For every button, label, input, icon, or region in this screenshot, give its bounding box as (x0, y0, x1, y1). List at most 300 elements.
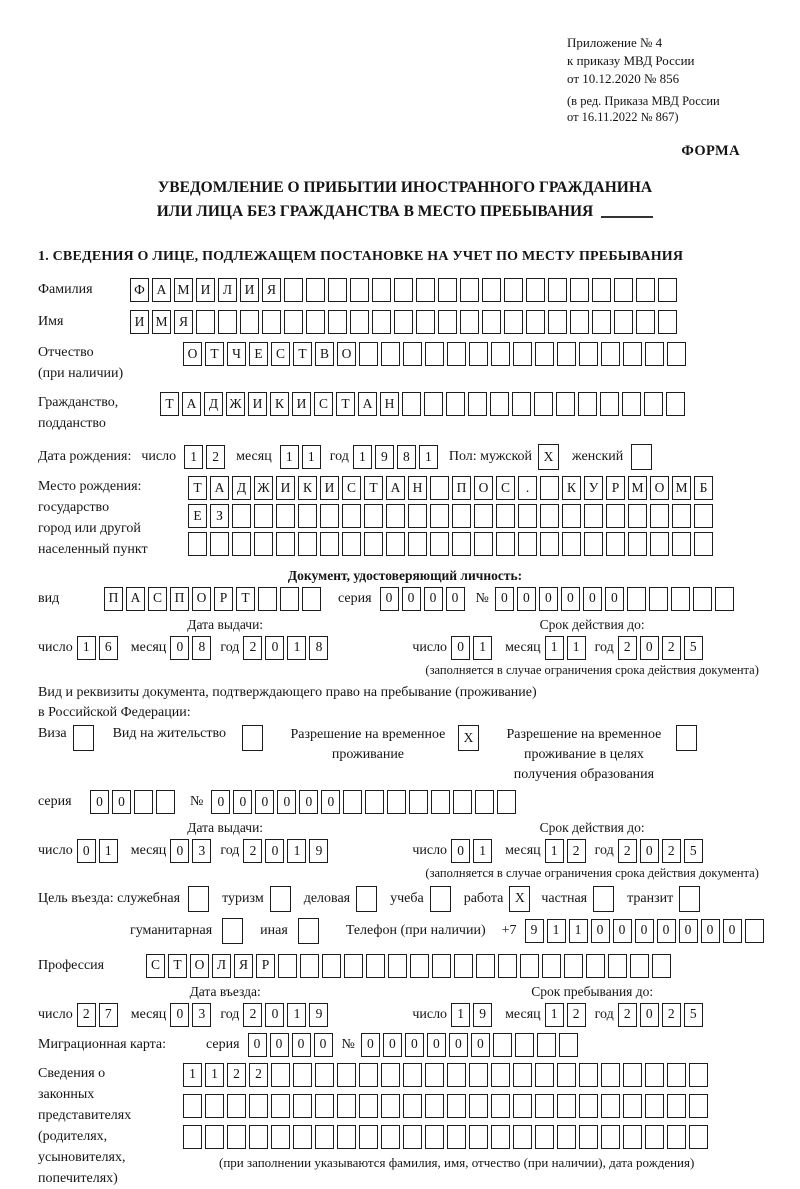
char-cell[interactable] (584, 532, 603, 556)
char-cell-filled[interactable]: П (170, 587, 189, 611)
char-cell-filled[interactable]: 5 (684, 636, 703, 660)
char-cell[interactable] (402, 392, 421, 416)
char-cell[interactable] (548, 310, 567, 334)
char-cell[interactable] (293, 1063, 312, 1087)
char-cell-filled[interactable]: Ж (226, 392, 245, 416)
char-cell[interactable] (689, 1063, 708, 1087)
char-cell[interactable] (614, 310, 633, 334)
char-cell[interactable] (496, 532, 515, 556)
char-cell[interactable] (562, 504, 581, 528)
char-cell[interactable] (601, 342, 620, 366)
char-cell[interactable] (468, 392, 487, 416)
char-cell-filled[interactable]: 1 (545, 839, 564, 863)
char-cell[interactable] (491, 1125, 510, 1149)
char-cell[interactable] (430, 504, 449, 528)
char-cell-filled[interactable]: Ф (130, 278, 149, 302)
patronymic-cells[interactable] (183, 342, 689, 366)
char-cell-filled[interactable]: О (474, 476, 493, 500)
char-cell[interactable] (469, 1094, 488, 1118)
char-cell[interactable] (453, 790, 472, 814)
char-cell-filled[interactable]: П (452, 476, 471, 500)
purpose-business-checkbox[interactable] (356, 886, 380, 912)
char-cell-filled[interactable]: 0 (170, 839, 189, 863)
char-cell[interactable] (650, 504, 669, 528)
char-cell-filled[interactable]: 1 (547, 919, 566, 943)
char-cell[interactable] (496, 504, 515, 528)
profession-cells[interactable] (146, 954, 674, 978)
char-cell-filled[interactable]: С (148, 587, 167, 611)
char-cell[interactable] (623, 1125, 642, 1149)
char-cell[interactable] (408, 532, 427, 556)
char-cell-filled[interactable]: 0 (402, 587, 421, 611)
char-cell[interactable] (557, 1125, 576, 1149)
char-cell[interactable] (258, 587, 277, 611)
char-cell-filled[interactable]: 0 (405, 1033, 424, 1057)
char-cell-filled[interactable]: У (584, 476, 603, 500)
char-cell[interactable] (188, 886, 209, 912)
migration-number-cells[interactable] (361, 1033, 581, 1057)
char-cell[interactable] (693, 587, 712, 611)
char-cell[interactable] (623, 1094, 642, 1118)
char-cell[interactable] (452, 504, 471, 528)
char-cell-filled[interactable]: 6 (99, 636, 118, 660)
char-cell[interactable] (623, 342, 642, 366)
char-cell[interactable] (475, 790, 494, 814)
char-cell-filled[interactable]: М (152, 310, 171, 334)
char-cell[interactable] (73, 725, 94, 751)
char-cell-filled[interactable]: 1 (567, 636, 586, 660)
char-cell[interactable] (694, 504, 713, 528)
char-cell[interactable] (381, 1125, 400, 1149)
char-cell[interactable] (636, 310, 655, 334)
doc-series-cells[interactable] (380, 587, 468, 611)
issue2-month-cells[interactable] (170, 839, 214, 863)
char-cell-filled[interactable]: Т (168, 954, 187, 978)
char-cell[interactable] (315, 1125, 334, 1149)
char-cell-filled[interactable]: 0 (517, 587, 536, 611)
char-cell[interactable] (606, 532, 625, 556)
char-cell-filled[interactable]: 1 (205, 1063, 224, 1087)
char-cell[interactable] (183, 1094, 202, 1118)
char-cell[interactable] (593, 886, 614, 912)
char-cell[interactable] (622, 392, 641, 416)
char-cell[interactable] (306, 278, 325, 302)
birth-day-cells[interactable] (184, 445, 228, 469)
char-cell[interactable] (658, 278, 677, 302)
char-cell-filled[interactable]: 0 (471, 1033, 490, 1057)
valid2-day-cells[interactable] (451, 839, 495, 863)
char-cell[interactable] (447, 342, 466, 366)
issue2-year-cells[interactable] (243, 839, 331, 863)
char-cell[interactable] (409, 790, 428, 814)
char-cell-filled[interactable]: 2 (249, 1063, 268, 1087)
char-cell[interactable] (556, 392, 575, 416)
char-cell[interactable] (227, 1125, 246, 1149)
char-cell-filled[interactable]: 0 (427, 1033, 446, 1057)
char-cell[interactable] (498, 954, 517, 978)
char-cell[interactable] (271, 1094, 290, 1118)
char-cell[interactable] (298, 918, 319, 944)
doc-number-cells[interactable] (495, 587, 737, 611)
valid2-month-cells[interactable] (545, 839, 589, 863)
char-cell[interactable] (557, 342, 576, 366)
char-cell[interactable] (636, 278, 655, 302)
temp-residence-checkbox[interactable] (458, 725, 482, 751)
char-cell[interactable] (667, 1094, 686, 1118)
char-cell[interactable] (364, 532, 383, 556)
char-cell[interactable] (416, 278, 435, 302)
issue-day-cells[interactable] (77, 636, 121, 660)
char-cell-filled[interactable]: П (104, 587, 123, 611)
char-cell-filled[interactable]: 1 (287, 1003, 306, 1027)
char-cell[interactable] (425, 342, 444, 366)
char-cell[interactable] (586, 954, 605, 978)
char-cell-filled[interactable]: 1 (473, 839, 492, 863)
char-cell[interactable] (232, 532, 251, 556)
char-cell[interactable] (388, 954, 407, 978)
stay-year-cells[interactable] (618, 1003, 706, 1027)
char-cell[interactable] (623, 1063, 642, 1087)
char-cell-filled[interactable]: 0 (640, 839, 659, 863)
char-cell-filled[interactable]: 9 (473, 1003, 492, 1027)
char-cell-filled[interactable]: 9 (525, 919, 544, 943)
char-cell[interactable] (232, 504, 251, 528)
char-cell[interactable] (694, 532, 713, 556)
char-cell[interactable] (188, 532, 207, 556)
char-cell[interactable] (535, 1125, 554, 1149)
char-cell[interactable] (328, 278, 347, 302)
char-cell-filled[interactable]: Т (236, 587, 255, 611)
char-cell[interactable] (447, 1125, 466, 1149)
char-cell[interactable] (570, 310, 589, 334)
char-cell-filled[interactable]: Ч (227, 342, 246, 366)
char-cell[interactable] (242, 725, 263, 751)
char-cell[interactable] (601, 1063, 620, 1087)
char-cell[interactable] (671, 587, 690, 611)
char-cell-filled[interactable]: 1 (280, 445, 299, 469)
char-cell[interactable] (493, 1033, 512, 1057)
char-cell-filled[interactable]: 2 (567, 839, 586, 863)
char-cell[interactable] (386, 504, 405, 528)
purpose-private-checkbox[interactable] (593, 886, 617, 912)
char-cell[interactable] (249, 1094, 268, 1118)
issue2-day-cells[interactable] (77, 839, 121, 863)
char-cell-filled[interactable]: 0 (723, 919, 742, 943)
char-cell[interactable] (672, 532, 691, 556)
char-cell[interactable] (513, 1125, 532, 1149)
char-cell[interactable] (474, 532, 493, 556)
sex-female-checkbox[interactable] (631, 444, 655, 470)
char-cell-filled[interactable]: 0 (211, 790, 230, 814)
char-cell-filled[interactable]: И (276, 476, 295, 500)
char-cell[interactable] (337, 1063, 356, 1087)
entry-month-cells[interactable] (170, 1003, 214, 1027)
char-cell-filled[interactable]: 0 (451, 636, 470, 660)
birthplace-cells-row3[interactable] (188, 532, 716, 556)
char-cell[interactable] (452, 532, 471, 556)
char-cell[interactable] (431, 790, 450, 814)
char-cell-filled[interactable]: 7 (99, 1003, 118, 1027)
char-cell[interactable] (666, 392, 685, 416)
char-cell[interactable] (322, 954, 341, 978)
migration-series-cells[interactable] (248, 1033, 336, 1057)
char-cell[interactable] (614, 278, 633, 302)
char-cell-filled[interactable]: 1 (451, 1003, 470, 1027)
char-cell-filled[interactable]: 0 (495, 587, 514, 611)
char-cell[interactable] (542, 954, 561, 978)
char-cell-filled[interactable]: 1 (183, 1063, 202, 1087)
char-cell-filled[interactable]: М (672, 476, 691, 500)
char-cell-filled[interactable]: 1 (473, 636, 492, 660)
char-cell[interactable] (645, 342, 664, 366)
visa-checkbox[interactable] (73, 725, 97, 751)
char-cell[interactable] (513, 342, 532, 366)
purpose-tourism-checkbox[interactable] (270, 886, 294, 912)
char-cell[interactable] (438, 310, 457, 334)
char-cell-filled[interactable]: 9 (309, 1003, 328, 1027)
char-cell[interactable] (359, 342, 378, 366)
char-cell[interactable] (630, 954, 649, 978)
char-cell-filled[interactable]: 0 (321, 790, 340, 814)
char-cell[interactable] (270, 886, 291, 912)
char-cell[interactable] (515, 1033, 534, 1057)
char-cell[interactable] (410, 954, 429, 978)
char-cell[interactable] (306, 310, 325, 334)
char-cell[interactable] (381, 342, 400, 366)
char-cell[interactable] (424, 392, 443, 416)
char-cell[interactable] (430, 476, 449, 500)
char-cell[interactable] (350, 278, 369, 302)
char-cell[interactable] (254, 504, 273, 528)
char-cell[interactable] (658, 310, 677, 334)
char-cell-filled[interactable]: 0 (383, 1033, 402, 1057)
char-cell-filled[interactable]: 0 (561, 587, 580, 611)
char-cell[interactable] (425, 1125, 444, 1149)
char-cell-filled[interactable]: И (248, 392, 267, 416)
char-cell-filled[interactable]: С (314, 392, 333, 416)
surname-cells[interactable] (130, 278, 680, 302)
char-cell[interactable] (408, 504, 427, 528)
char-cell-filled[interactable]: 9 (375, 445, 394, 469)
char-cell[interactable] (320, 532, 339, 556)
char-cell-filled[interactable]: 2 (77, 1003, 96, 1027)
char-cell[interactable] (403, 1063, 422, 1087)
char-cell-filled[interactable]: Я (262, 278, 281, 302)
char-cell-filled[interactable]: 0 (361, 1033, 380, 1057)
char-cell-filled[interactable]: 0 (591, 919, 610, 943)
char-cell[interactable] (196, 310, 215, 334)
char-cell-filled[interactable]: А (210, 476, 229, 500)
char-cell-filled[interactable]: 0 (449, 1033, 468, 1057)
purpose-humanitarian-checkbox[interactable] (222, 918, 246, 944)
char-cell[interactable] (490, 392, 509, 416)
char-cell-filled[interactable]: 0 (265, 839, 284, 863)
char-cell-filled[interactable]: А (182, 392, 201, 416)
char-cell[interactable] (343, 790, 362, 814)
issue-month-cells[interactable] (170, 636, 214, 660)
birthplace-cells-row2[interactable] (188, 504, 716, 528)
char-cell-filled[interactable]: 0 (248, 1033, 267, 1057)
char-cell-filled[interactable]: Я (234, 954, 253, 978)
char-cell-filled[interactable]: 0 (270, 1033, 289, 1057)
char-cell[interactable] (438, 278, 457, 302)
char-cell-filled[interactable]: 0 (255, 790, 274, 814)
char-cell[interactable] (557, 1063, 576, 1087)
char-cell-filled[interactable]: 1 (419, 445, 438, 469)
char-cell-filled[interactable]: 2 (227, 1063, 246, 1087)
char-cell[interactable] (608, 954, 627, 978)
char-cell[interactable] (497, 790, 516, 814)
char-cell-filled[interactable]: 0 (299, 790, 318, 814)
char-cell-filled[interactable]: 0 (292, 1033, 311, 1057)
char-cell-filled[interactable]: 0 (277, 790, 296, 814)
char-cell[interactable] (579, 1094, 598, 1118)
char-cell-filled[interactable]: 0 (112, 790, 131, 814)
char-cell[interactable] (469, 1125, 488, 1149)
char-cell-filled[interactable]: 2 (618, 839, 637, 863)
char-cell[interactable] (512, 392, 531, 416)
char-cell-filled[interactable]: 0 (657, 919, 676, 943)
char-cell-filled[interactable]: К (270, 392, 289, 416)
purpose-official-checkbox[interactable] (188, 886, 212, 912)
char-cell[interactable] (271, 1125, 290, 1149)
char-cell[interactable] (447, 1063, 466, 1087)
char-cell[interactable] (337, 1094, 356, 1118)
phone-cells[interactable] (525, 919, 767, 943)
char-cell-filled[interactable]: Т (160, 392, 179, 416)
char-cell[interactable] (381, 1063, 400, 1087)
char-cell[interactable] (540, 532, 559, 556)
residence-series-cells[interactable] (90, 790, 178, 814)
char-cell[interactable] (359, 1125, 378, 1149)
char-cell-filled[interactable]: 0 (679, 919, 698, 943)
char-cell-filled[interactable]: Р (214, 587, 233, 611)
birth-year-cells[interactable] (353, 445, 441, 469)
char-cell-filled[interactable]: 5 (684, 839, 703, 863)
char-cell-filled[interactable]: 0 (446, 587, 465, 611)
char-cell[interactable] (320, 504, 339, 528)
char-cell-filled[interactable]: Д (204, 392, 223, 416)
stay-day-cells[interactable] (451, 1003, 495, 1027)
char-cell-filled[interactable]: 0 (701, 919, 720, 943)
char-cell[interactable] (205, 1125, 224, 1149)
char-cell-filled[interactable]: 3 (192, 839, 211, 863)
representatives-cells-row1[interactable] (183, 1063, 711, 1087)
char-cell-filled[interactable]: Т (188, 476, 207, 500)
char-cell-filled[interactable]: X (509, 886, 530, 912)
char-cell[interactable] (526, 310, 545, 334)
char-cell-filled[interactable]: 1 (353, 445, 372, 469)
char-cell-filled[interactable]: 0 (77, 839, 96, 863)
char-cell-filled[interactable]: X (538, 444, 559, 470)
issue-year-cells[interactable] (243, 636, 331, 660)
char-cell-filled[interactable]: Л (212, 954, 231, 978)
char-cell-filled[interactable]: Е (249, 342, 268, 366)
char-cell-filled[interactable]: 0 (170, 1003, 189, 1027)
char-cell[interactable] (394, 278, 413, 302)
char-cell[interactable] (293, 1094, 312, 1118)
char-cell-filled[interactable]: 1 (287, 839, 306, 863)
char-cell[interactable] (526, 278, 545, 302)
char-cell[interactable] (254, 532, 273, 556)
char-cell[interactable] (447, 1094, 466, 1118)
char-cell[interactable] (218, 310, 237, 334)
char-cell-filled[interactable]: 0 (640, 1003, 659, 1027)
char-cell-filled[interactable]: 1 (287, 636, 306, 660)
char-cell-filled[interactable]: О (183, 342, 202, 366)
char-cell-filled[interactable]: 0 (640, 636, 659, 660)
char-cell[interactable] (627, 587, 646, 611)
sex-male-checkbox[interactable] (538, 444, 562, 470)
char-cell[interactable] (667, 1125, 686, 1149)
char-cell-filled[interactable]: 1 (184, 445, 203, 469)
char-cell[interactable] (403, 1094, 422, 1118)
char-cell-filled[interactable]: О (190, 954, 209, 978)
char-cell[interactable] (535, 1094, 554, 1118)
purpose-other-checkbox[interactable] (298, 918, 322, 944)
char-cell[interactable] (425, 1063, 444, 1087)
purpose-transit-checkbox[interactable] (679, 886, 703, 912)
char-cell-filled[interactable]: 0 (583, 587, 602, 611)
char-cell-filled[interactable]: Т (205, 342, 224, 366)
char-cell[interactable] (570, 278, 589, 302)
char-cell[interactable] (344, 954, 363, 978)
char-cell-filled[interactable]: . (518, 476, 537, 500)
char-cell[interactable] (672, 504, 691, 528)
char-cell-filled[interactable]: К (298, 476, 317, 500)
char-cell-filled[interactable]: 8 (192, 636, 211, 660)
char-cell[interactable] (298, 504, 317, 528)
char-cell[interactable] (474, 504, 493, 528)
representatives-cells-row2[interactable] (183, 1094, 711, 1118)
char-cell[interactable] (628, 532, 647, 556)
char-cell-filled[interactable]: 8 (309, 636, 328, 660)
temp-residence-edu-checkbox[interactable] (676, 725, 700, 751)
char-cell[interactable] (564, 954, 583, 978)
char-cell[interactable] (540, 504, 559, 528)
char-cell[interactable] (205, 1094, 224, 1118)
char-cell[interactable] (227, 1094, 246, 1118)
char-cell-filled[interactable]: 1 (569, 919, 588, 943)
char-cell[interactable] (416, 310, 435, 334)
char-cell[interactable] (537, 1033, 556, 1057)
char-cell[interactable] (601, 1125, 620, 1149)
char-cell[interactable] (271, 1063, 290, 1087)
char-cell[interactable] (430, 532, 449, 556)
char-cell-filled[interactable]: 1 (545, 1003, 564, 1027)
char-cell-filled[interactable]: 1 (77, 636, 96, 660)
char-cell-filled[interactable]: 3 (192, 1003, 211, 1027)
char-cell-filled[interactable]: 2 (618, 1003, 637, 1027)
char-cell[interactable] (491, 1094, 510, 1118)
residence-number-cells[interactable] (211, 790, 519, 814)
char-cell[interactable] (579, 1125, 598, 1149)
representatives-cells-row3[interactable] (183, 1125, 711, 1149)
char-cell-filled[interactable]: О (192, 587, 211, 611)
char-cell[interactable] (518, 532, 537, 556)
char-cell[interactable] (134, 790, 153, 814)
char-cell[interactable] (606, 504, 625, 528)
char-cell[interactable] (482, 278, 501, 302)
char-cell[interactable] (276, 532, 295, 556)
char-cell-filled[interactable]: 1 (545, 636, 564, 660)
char-cell[interactable] (689, 1125, 708, 1149)
char-cell-filled[interactable]: Т (364, 476, 383, 500)
char-cell-filled[interactable]: 9 (309, 839, 328, 863)
char-cell-filled[interactable]: С (146, 954, 165, 978)
valid-year-cells[interactable] (618, 636, 706, 660)
birthplace-cells-row1[interactable] (188, 476, 716, 500)
